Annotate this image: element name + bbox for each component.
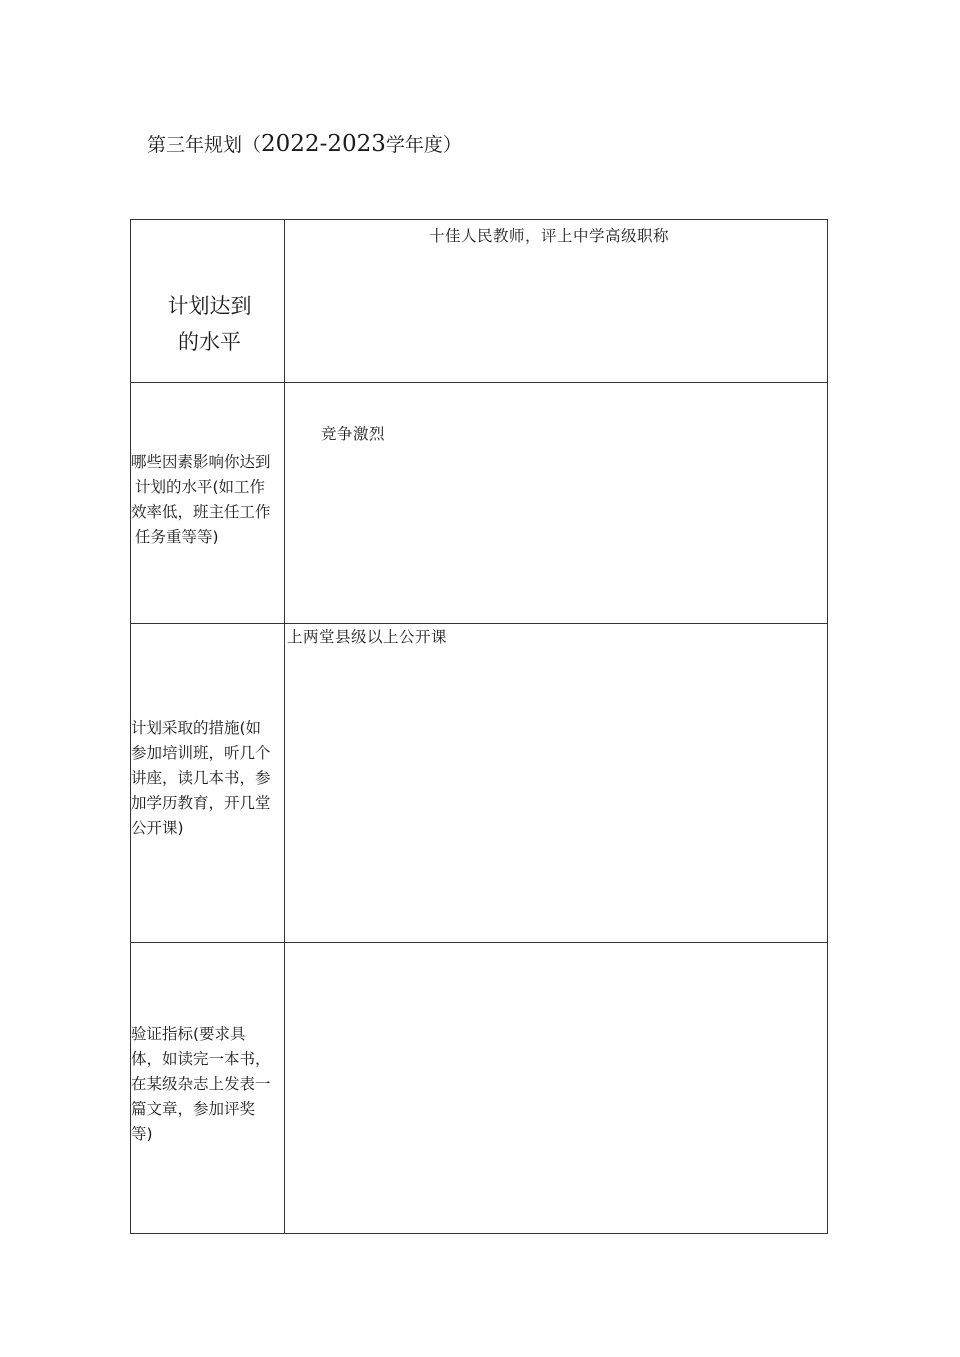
label-line: 效率低，班主任工作 [131, 503, 271, 521]
row-divider [131, 623, 827, 624]
row-content-target-level: 十佳人民教师，评上中学高级职称 [429, 227, 670, 245]
row-divider [131, 382, 827, 383]
label-line: 加学历教育，开几堂 [131, 794, 271, 812]
heading-suffix: 学年度） [385, 134, 462, 156]
label-line: 计划的水平(如工作 [135, 478, 266, 496]
row-content-influencing-factors: 竞争激烈 [321, 425, 386, 443]
heading-open-paren: （ [242, 134, 262, 156]
label-line: 验证指标(要求具 [131, 1025, 246, 1043]
label-line: 公开课) [131, 819, 184, 837]
row-content-measures: 上两堂县级以上公开课 [287, 628, 448, 646]
label-line: 哪些因素影响你达到 [131, 453, 271, 471]
label-line: 体，如读完一本书， [131, 1050, 271, 1068]
column-divider [284, 220, 285, 1233]
row-label-influencing-factors [131, 450, 284, 550]
label-line: 在某级杂志上发表一 [131, 1075, 271, 1093]
label-line: 计划达到 [167, 294, 252, 318]
plan-table [130, 219, 828, 1234]
row-label-measures [131, 716, 284, 841]
label-line: 篇文章，参加评奖 [131, 1100, 256, 1118]
label-line: 任务重等等) [135, 528, 219, 546]
label-line: 参加培训班，听几个 [131, 744, 271, 762]
row-label-target-level [131, 288, 284, 360]
label-line: 等) [131, 1125, 153, 1143]
label-line: 讲座，读几本书，参 [131, 769, 271, 787]
row-divider [131, 942, 827, 943]
heading-label: 第三年规划 [147, 134, 243, 156]
plan-heading [147, 130, 462, 159]
row-label-verification [131, 1022, 284, 1147]
label-line: 计划采取的措施(如 [131, 719, 262, 737]
label-line: 的水平 [178, 330, 241, 354]
heading-years: 2022-2023 [261, 131, 386, 157]
